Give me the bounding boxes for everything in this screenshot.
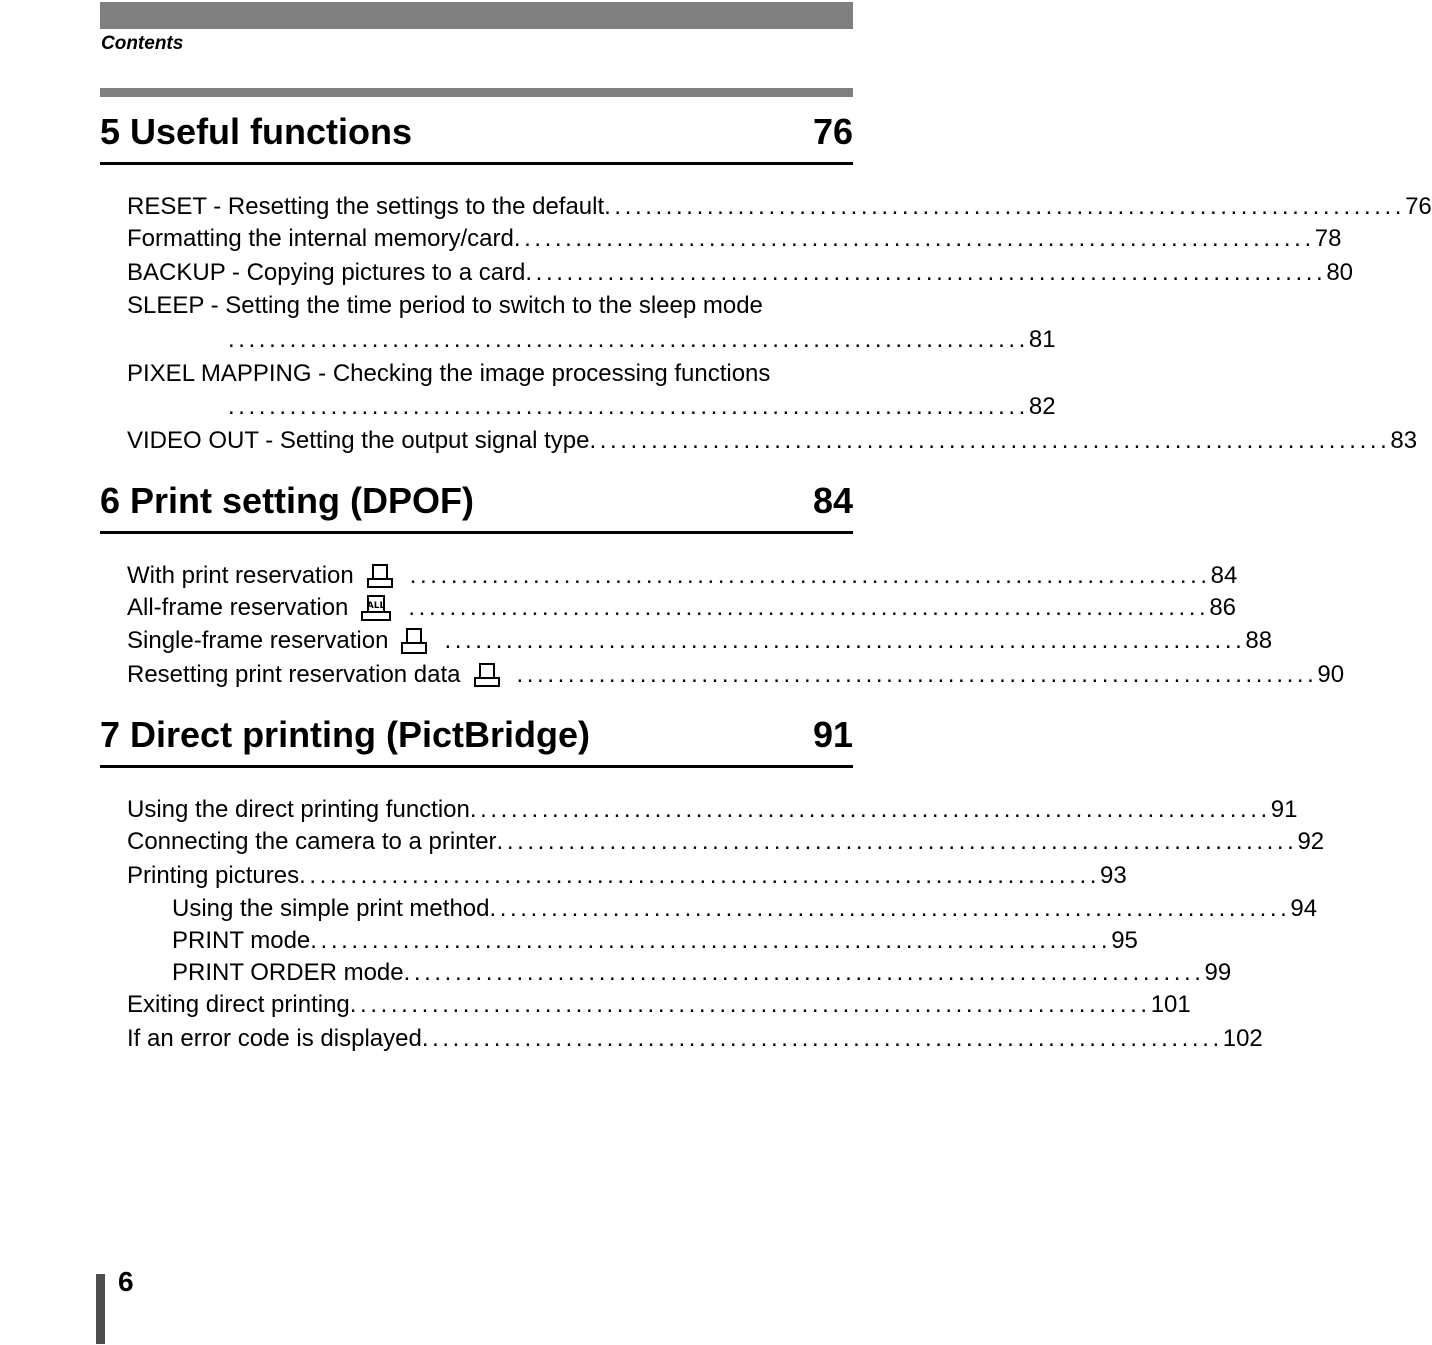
print-icon <box>473 658 501 692</box>
header-bar <box>100 2 853 29</box>
toc-entry[interactable] <box>127 591 1237 625</box>
dot-leader: .............................................................................. <box>409 562 1211 589</box>
dot-leader: .............................................................................. <box>489 895 1291 922</box>
print-single-icon <box>400 624 428 658</box>
chapter-heading[interactable] <box>100 715 853 755</box>
entry-title: Single-frame reservation <box>127 627 389 654</box>
entry-title: Printing pictures <box>127 862 300 889</box>
toc-entry[interactable] <box>127 793 1298 827</box>
entry-title: Exiting direct printing <box>127 991 350 1018</box>
entry-title: Connecting the camera to a printer <box>127 828 497 855</box>
dot-leader: .............................................................................. <box>421 1025 1223 1052</box>
dot-leader: .............................................................................. <box>299 862 1100 889</box>
dot-leader: .............................................................................. <box>403 959 1205 986</box>
entry-page: 99 <box>1204 959 1232 986</box>
print-all-icon <box>360 591 392 625</box>
entry-title: Using the simple print method <box>172 895 490 922</box>
print-all-label: ALL <box>367 601 386 611</box>
entry-page: 92 <box>1297 828 1325 855</box>
entry-title: All-frame reservation <box>127 594 349 621</box>
toc-entry-continuation[interactable] <box>228 390 1056 424</box>
entry-page: 86 <box>1209 594 1237 621</box>
dot-leader: .............................................................................. <box>589 427 1391 454</box>
entry-page: 82 <box>1028 393 1056 420</box>
entry-page: 90 <box>1317 661 1345 688</box>
toc-entry[interactable] <box>127 825 1325 859</box>
chapter-heading[interactable] <box>100 112 853 152</box>
chapter-page: 76 <box>812 111 853 152</box>
dot-leader: .............................................................................. <box>516 661 1318 688</box>
toc-entry-continuation[interactable] <box>228 323 1056 357</box>
dot-leader: .............................................................................. <box>496 828 1298 855</box>
running-head: Contents <box>101 33 184 54</box>
entry-page: 95 <box>1111 927 1138 954</box>
entry-page: 102 <box>1222 1025 1263 1052</box>
entry-title: PRINT mode <box>172 927 311 954</box>
toc-entry[interactable] <box>127 559 1238 593</box>
toc-entry[interactable] <box>127 988 1191 1022</box>
chapter-heading[interactable] <box>100 481 853 521</box>
entry-page: 88 <box>1245 627 1273 654</box>
entry-page: 81 <box>1028 326 1056 353</box>
entry-page: 80 <box>1326 259 1354 286</box>
toc-entry[interactable] <box>127 859 1127 893</box>
toc-entry[interactable] <box>127 256 1354 290</box>
dot-leader: .............................................................................. <box>525 259 1327 286</box>
entry-title: Using the direct printing function <box>127 796 470 823</box>
toc-entry[interactable] <box>127 624 1273 658</box>
entry-title: RESET - Resetting the settings to the default <box>127 193 605 220</box>
toc-subentry[interactable] <box>172 956 1232 990</box>
entry-page: 101 <box>1150 991 1191 1018</box>
toc-entry[interactable] <box>127 1022 1263 1056</box>
chapter-page: 91 <box>812 714 853 755</box>
print-icon <box>366 559 394 593</box>
entry-title[interactable]: SLEEP - Setting the time period to switch to the sleep mode <box>127 292 763 319</box>
dot-leader: .............................................................................. <box>310 927 1112 954</box>
dot-leader: .............................................................................. <box>228 326 1029 353</box>
entry-title[interactable]: PIXEL MAPPING - Checking the image processing functions <box>127 360 771 387</box>
entry-page: 91 <box>1270 796 1298 823</box>
dot-leader: .............................................................................. <box>228 393 1029 420</box>
entry-page: 78 <box>1314 225 1342 252</box>
entry-page: 84 <box>1210 562 1238 589</box>
dot-leader: .............................................................................. <box>349 991 1151 1018</box>
entry-title: PRINT ORDER mode <box>172 959 404 986</box>
chapter-title: 6 Print setting (DPOF) <box>100 480 475 521</box>
entry-page: 83 <box>1390 427 1418 454</box>
dot-leader: .............................................................................. <box>444 627 1246 654</box>
entry-title: Resetting print reservation data <box>127 661 461 688</box>
dot-leader: .............................................................................. <box>604 193 1406 220</box>
entry-page: 94 <box>1290 895 1318 922</box>
chapter-rule-bottom <box>100 765 853 768</box>
chapter-page: 84 <box>812 480 853 521</box>
dot-leader: .............................................................................. <box>513 225 1315 252</box>
dot-leader: .............................................................................. <box>408 594 1210 621</box>
page-edge-bar <box>96 1274 105 1344</box>
entry-title: BACKUP - Copying pictures to a card <box>127 259 526 286</box>
toc-entry[interactable] <box>127 424 1418 458</box>
toc-entry[interactable] <box>127 222 1342 256</box>
page-number: 6 <box>118 1266 134 1297</box>
toc-subentry[interactable] <box>172 924 1138 958</box>
chapter-rule-top <box>100 88 853 97</box>
entry-page: 76 <box>1405 193 1432 220</box>
toc-entry[interactable] <box>127 190 1432 224</box>
chapter-rule-bottom <box>100 162 853 165</box>
toc-subentry[interactable] <box>172 892 1318 926</box>
chapter-title: 5 Useful functions <box>100 111 413 152</box>
entry-title: With print reservation <box>127 562 354 589</box>
entry-title: Formatting the internal memory/card <box>127 225 514 252</box>
entry-title: If an error code is displayed <box>127 1025 422 1052</box>
entry-page: 93 <box>1099 862 1127 889</box>
entry-title: VIDEO OUT - Setting the output signal type <box>127 427 590 454</box>
dot-leader: .............................................................................. <box>469 796 1271 823</box>
chapter-rule-bottom <box>100 531 853 534</box>
chapter-title: 7 Direct printing (PictBridge) <box>100 714 591 755</box>
toc-entry[interactable] <box>127 658 1345 692</box>
